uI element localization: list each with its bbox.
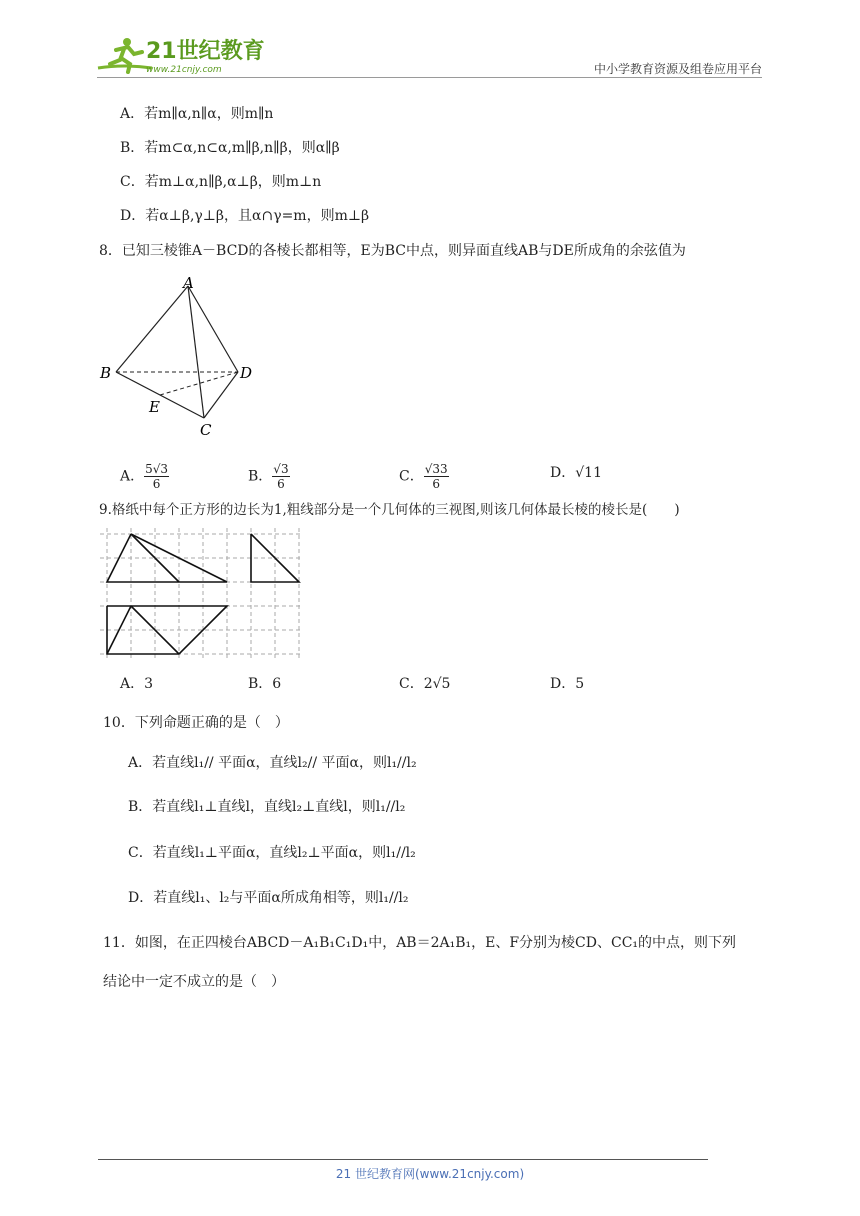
q7-option-d[interactable]: D．若α⊥β,γ⊥β，且α∩γ=m，则m⊥β	[120, 208, 370, 224]
svg-text:www.21cnjy.com: www.21cnjy.com	[146, 65, 222, 75]
point-label-e: E	[149, 398, 160, 416]
vertex-label-d: D	[240, 364, 253, 382]
q8-stem: 8．已知三棱锥A－BCD的各棱长都相等，E为BC中点，则异面直线AB与DE所成角的余弦值为	[99, 243, 686, 259]
footer-link[interactable]: 21 世纪教育网(www.21cnjy.com)	[335, 1167, 525, 1181]
site-logo	[94, 34, 264, 76]
grid-lines	[100, 528, 300, 658]
q9-option-c[interactable]: C．2√5	[399, 676, 451, 692]
q10-option-c[interactable]: C．若直线l₁⊥平面α，直线l₂⊥平面α，则l₁//l₂	[128, 845, 416, 861]
vertex-label-a: A	[183, 274, 194, 292]
runner-logo-icon	[94, 34, 264, 76]
three-view-drawing	[100, 528, 310, 658]
q9-option-b[interactable]: B．6	[248, 676, 282, 692]
q8-option-c[interactable]: C． $\frac{√33}{6}$	[399, 462, 448, 491]
svg-text:21世纪教育: 21世纪教育	[146, 39, 264, 64]
q10-option-b[interactable]: B．若直线l₁⊥直线l，直线l₂⊥直线l，则l₁//l₂	[128, 799, 406, 815]
q10-stem: 10．下列命题正确的是（ ）	[103, 715, 289, 731]
q7-option-a[interactable]: A．若m∥α,n∥α，则m∥n	[120, 106, 274, 122]
q8-option-b[interactable]: B． $\frac{√3}{6}$	[248, 462, 289, 491]
q10-option-a[interactable]: A．若直线l₁// 平面α，直线l₂// 平面α，则l₁//l₂	[128, 755, 417, 771]
q8-option-d[interactable]: D．√11	[550, 465, 602, 481]
q7-option-c[interactable]: C．若m⊥α,n∥β,α⊥β，则m⊥n	[120, 174, 322, 190]
q8-option-a[interactable]: A． $\frac{5√3}{6}$	[120, 462, 169, 491]
tetrahedron-figure	[96, 272, 266, 442]
platform-name: 中小学教育资源及组卷应用平台	[593, 62, 762, 76]
q9-option-a[interactable]: A．3	[120, 676, 154, 692]
vertex-label-b: B	[100, 364, 112, 382]
q11-stem-line1: 11．如图，在正四棱台ABCD－A₁B₁C₁D₁中，AB＝2A₁B₁，E、F分别为棱CD、CC₁的中点，则下列	[103, 935, 737, 951]
vertex-label-c: C	[200, 421, 212, 439]
header-divider	[97, 77, 762, 78]
q10-option-d[interactable]: D．若直线l₁、l₂与平面α所成角相等，则l₁//l₂	[128, 890, 409, 906]
q9-stem: 9.格纸中每个正方形的边长为1,粗线部分是一个几何体的三视图,则该几何体最长棱的棱长是( )	[99, 502, 680, 518]
footer-divider	[98, 1159, 708, 1160]
q11-stem-line2: 结论中一定不成立的是（ ）	[103, 974, 285, 990]
q9-option-d[interactable]: D．5	[550, 676, 585, 692]
q8-options	[120, 452, 720, 492]
q7-option-b[interactable]: B．若m⊂α,n⊂α,m∥β,n∥β，则α∥β	[120, 140, 340, 156]
